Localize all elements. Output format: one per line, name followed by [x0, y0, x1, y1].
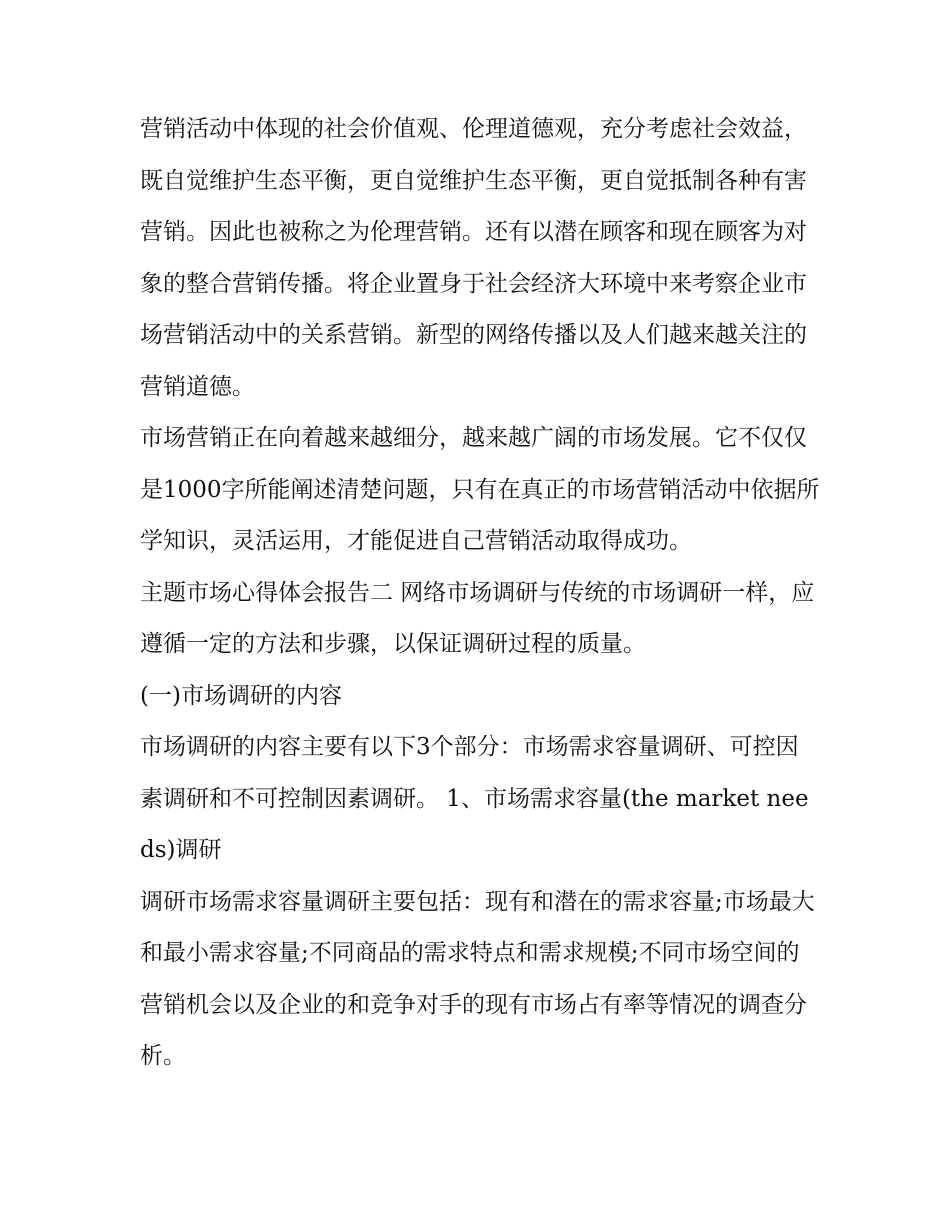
paragraph-report-two-intro: 主题市场心得体会报告二 网络市场调研与传统的市场调研一样，应遵循一定的方法和步骤，以保证调研过程的质量。: [140, 579, 815, 657]
document-body: [140, 104, 820, 1083]
paragraph-research-parts: 市场调研的内容主要有以下3个部分：市场需求容量调研、可控因素调研和不可控制因素调研。 1、市场需求容量(the market needs)调研: [140, 734, 809, 863]
paragraph-market-development: 市场营销正在向着越来越细分，越来越广阔的市场发展。它不仅仅是1000字所能阐述清楚问题，只有在真正的市场营销活动中依据所学知识，灵活运用，才能促进自己营销活动取得成功。: [140, 425, 820, 554]
paragraph-demand-capacity: 调研市场需求容量调研主要包括：现有和潜在的需求容量;市场最大和最小需求容量;不同商品的需求特点和需求规模;不同市场空间的营销机会以及企业的和竞争对手的现有市场占有率等情况的调查分析。: [140, 888, 815, 1069]
section-heading-research-content: (一)市场调研的内容: [140, 682, 342, 709]
paragraph-social-marketing: 营销活动中体现的社会价值观、伦理道德观，充分考虑社会效益，既自觉维护生态平衡，更自觉维护生态平衡，更自觉抵制各种有害营销。因此也被称之为伦理营销。还有以潜在顾客和现在顾客为对象的整合营销传播。将企业置身于社会经济大环境中来考察企业市场营销活动中的关系营销。新型的网络传播以及人们越来越关注的营销道德。: [140, 116, 807, 400]
